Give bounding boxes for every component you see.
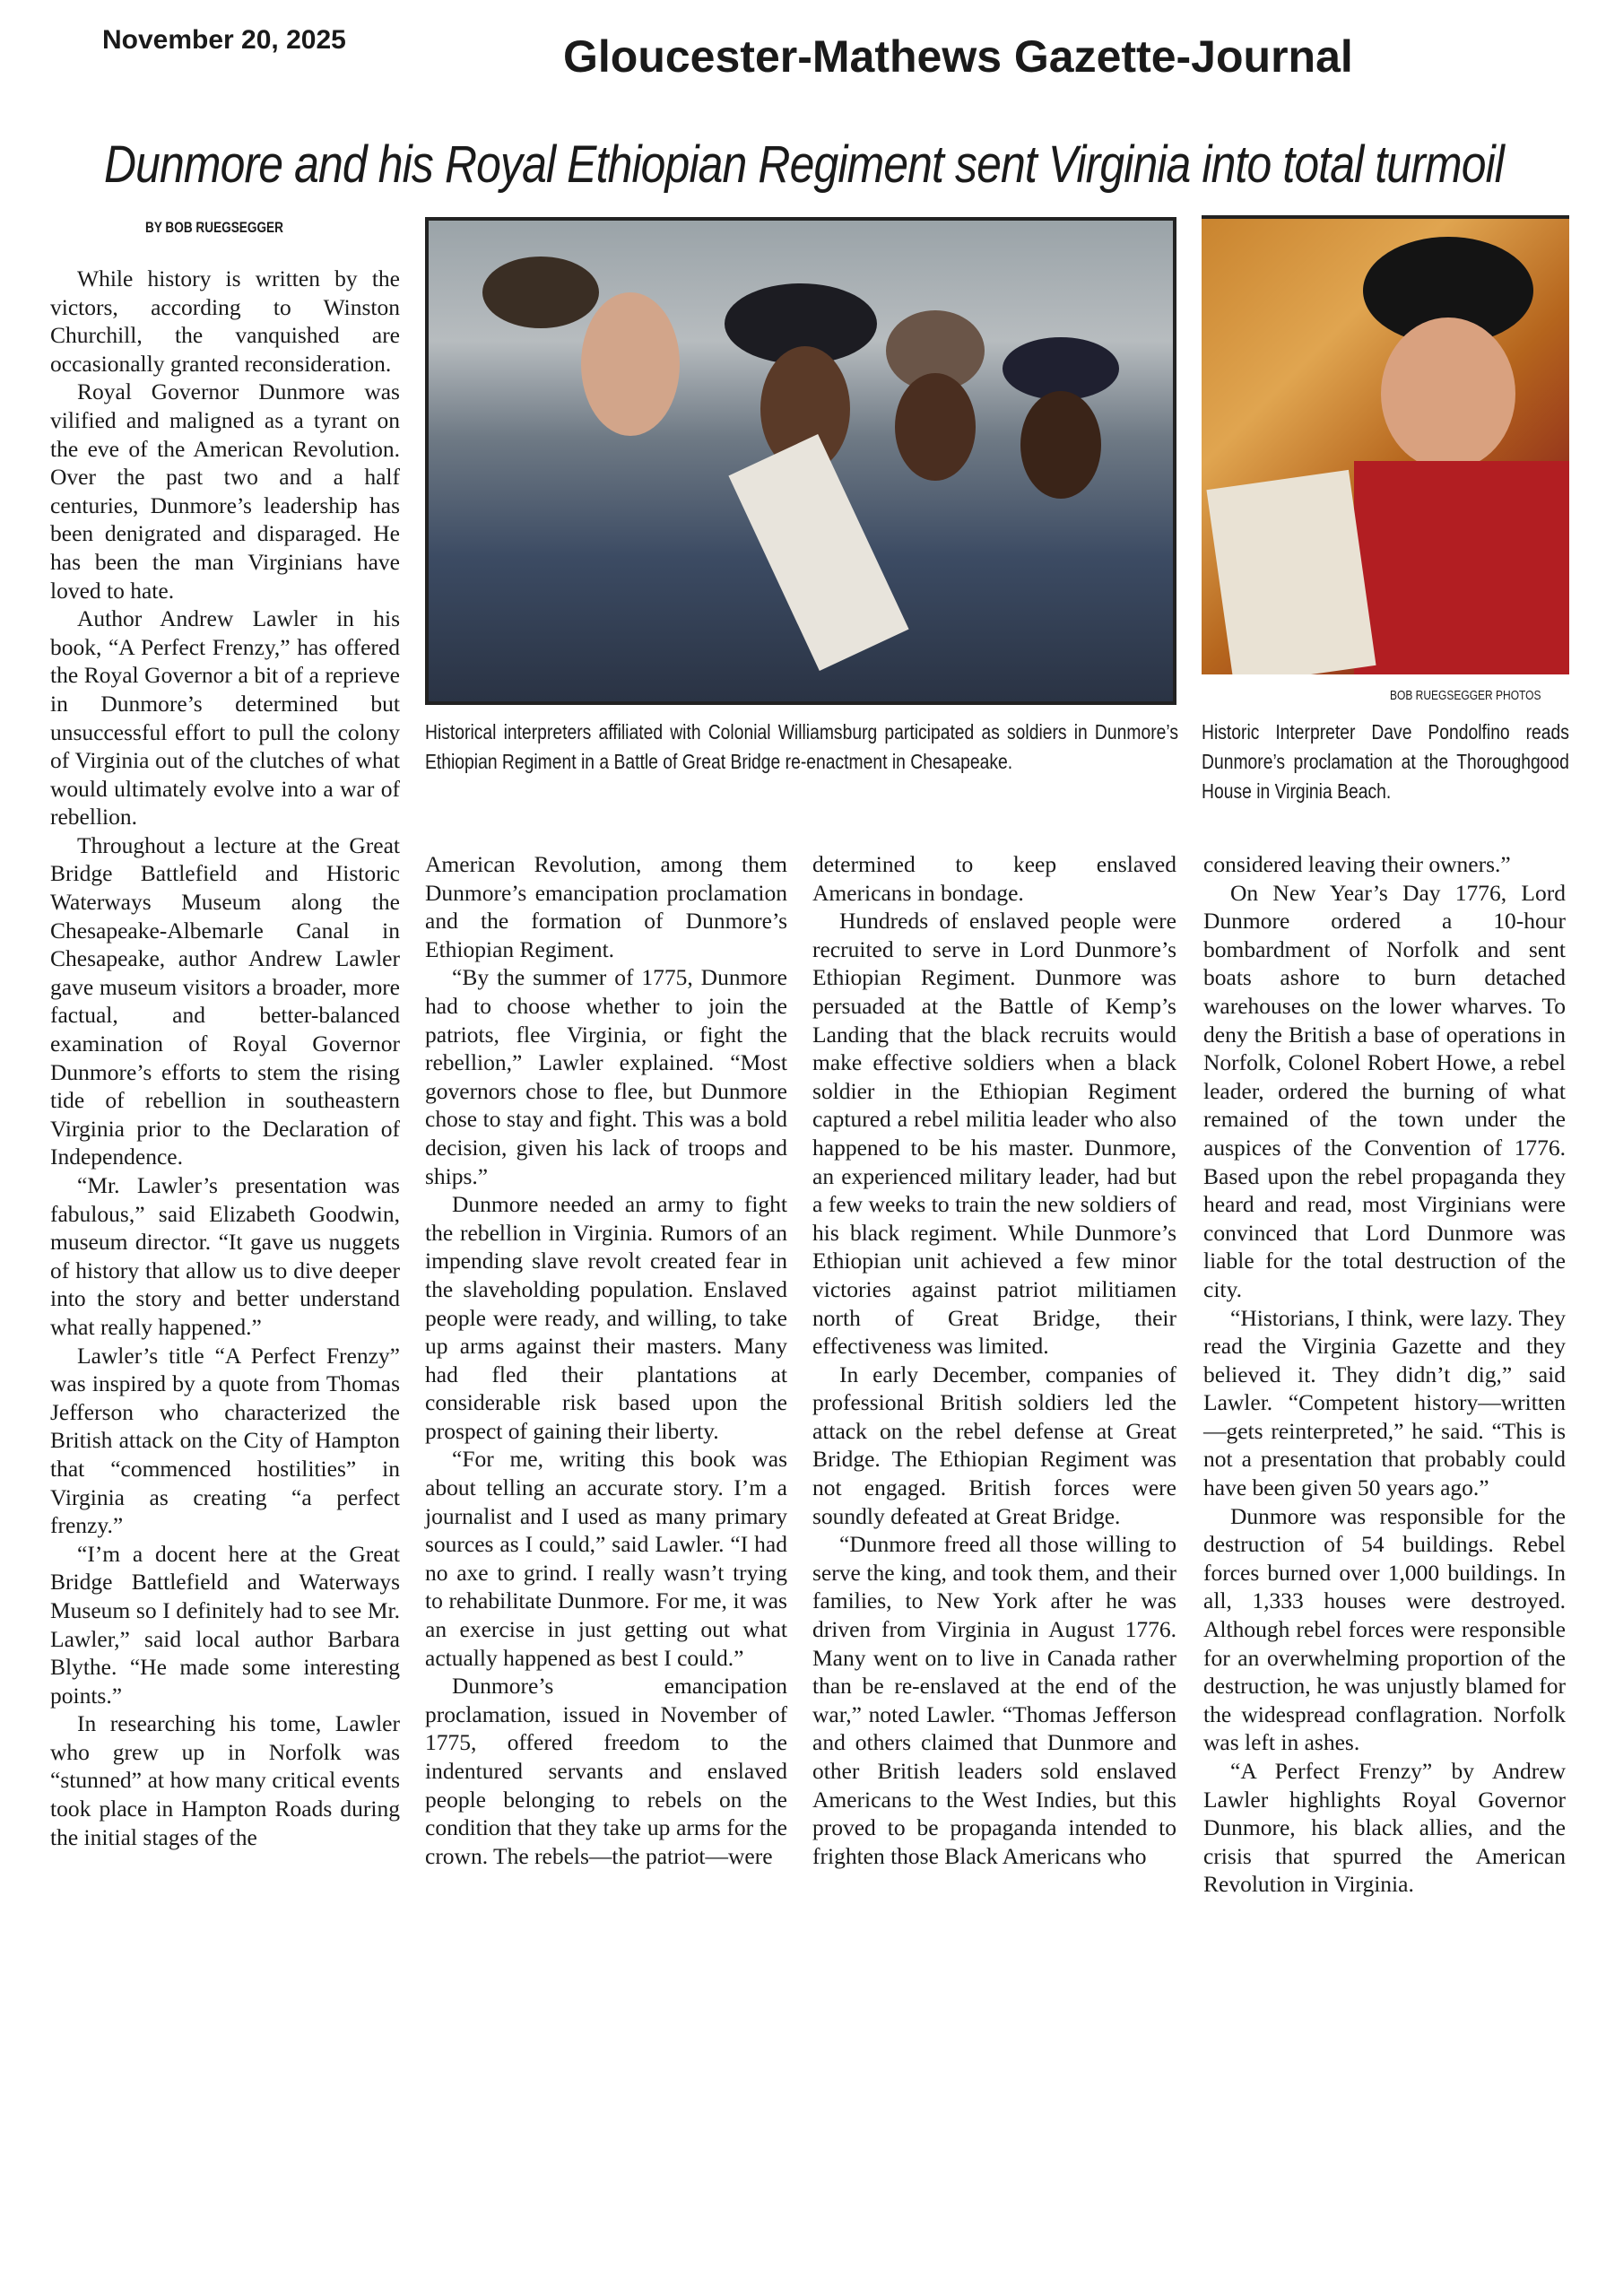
article-paragraph: Royal Governor Dunmore was vilified and maligned as a tyrant on the eve of the American Revolution. Over the past two and a half centuries, Dunmore’s leadership has been denigrated and disparaged. He has been the man Virginians have loved to hate. bbox=[50, 378, 400, 604]
figure-shape bbox=[581, 292, 680, 436]
article-paragraph: “For me, writing this book was about telling an accurate story. I’m a journalist and I used as many primary sources as I could,” said Lawler. “I had no axe to grind. I really wasn’t trying to rehabilitate Dunmore. For me, it was an exercise in just getting out what actually happened as best I could.” bbox=[425, 1446, 787, 1671]
article-paragraph: While history is written by the victors, according to Winston Churchill, the vanquished are occasionally granted reconsideration. bbox=[50, 265, 400, 377]
article-paragraph: “A Perfect Frenzy” by Andrew Lawler highlights Royal Governor Dunmore, his black allies, and the crisis that spurred the American Revolution in Virginia. bbox=[1203, 1758, 1566, 1898]
article-paragraph: American Revolution, among them Dunmore’s emancipation proclamation and the formation of Dunmore’s Ethiopian Regiment. bbox=[425, 851, 787, 962]
article-paragraph: “I’m a docent here at the Great Bridge Battlefield and Waterways Museum so I definitely had to see Mr. Lawler,” said local author Barbara Blythe. “He made some interesting points.” bbox=[50, 1540, 400, 1709]
article-headline: Dunmore and his Royal Ethiopian Regiment sent Virginia into total turmoil bbox=[104, 135, 1505, 194]
article-paragraph: “Dunmore freed all those willing to serve the king, and took them, and their families, to New York after he was driven from Virginia in August 1776. Many went on to live in Canada rather than be re-enslaved at the end of the war,” noted Lawler. “Thomas Jefferson and others claimed that Dunmore and other British leaders sold enslaved Americans to the West Indies, but this proved to be propaganda intended to frighten those Black Americans who bbox=[812, 1531, 1176, 1869]
publication-masthead: Gloucester-Mathews Gazette-Journal bbox=[563, 31, 1353, 82]
figure-shape bbox=[1020, 391, 1101, 499]
article-paragraph: “Mr. Lawler’s presentation was fabulous,” said Elizabeth Goodwin, museum director. “It gave us nuggets of history that allow us to dive deeper into the story and better understand what really happened.” bbox=[50, 1172, 400, 1340]
article-paragraph: Dunmore’s emancipation proclamation, issued in November of 1775, offered freedom to the indentured servants and enslaved people belonging to rebels on the condition that they take up arms for the crown. The rebels—the patriot—were bbox=[425, 1673, 787, 1869]
photo-caption: Historic Interpreter Dave Pondolfino reads Dunmore’s proclamation at the Thoroughgood House in Virginia Beach. bbox=[1202, 720, 1569, 803]
proclamation-paper-shape bbox=[1206, 470, 1376, 674]
article-paragraph: Dunmore needed an army to fight the rebellion in Virginia. Rumors of an impending slave revolt created fear in the slaveholding population. Enslaved people were ready, and willing, to take up arms against their masters. Many had fled their plantations at considerable risk based upon the prospect of gaining their liberty. bbox=[425, 1191, 787, 1444]
sash-shape bbox=[728, 434, 908, 671]
article-paragraph: Hundreds of enslaved people were recruited to serve in Lord Dunmore’s Ethiopian Regiment. Dunmore was persuaded at the Battle of Kemp’s Landing that the black recruits would make effective soldiers when a black soldier in the Ethiopian Regiment captured a rebel militia leader who also happened to be his master. Dunmore, an experienced military leader, had but a few weeks to train the new soldiers of his black regiment. While Dunmore’s Ethiopian unit achieved a few minor victories against patriot militiamen north of Great Bridge, their effectiveness was limited. bbox=[812, 908, 1176, 1360]
photo-caption: Historical interpreters affiliated with Colonial Williamsburg participated as soldiers in Dunmore’s Ethiopian Regiment in a Battle of Great Bridge re-enactment in Chesapeake. bbox=[425, 720, 1178, 773]
article-paragraph: On New Year’s Day 1776, Lord Dunmore ordered a 10-hour bombardment of Norfolk and sent boats ashore to burn detached warehouses on the lower wharves. To deny the British a base of operations in Norfolk, Colonel Robert Howe, a rebel leader, ordered the burning of what remained of the town under the auspices of the Convention of 1776. Based upon the rebel propaganda they heard and read, most Virginians were convinced that Lord Dunmore was liable for the total destruction of the city. bbox=[1203, 879, 1566, 1302]
article-paragraph: Throughout a lecture at the Great Bridge Battlefield and Historic Waterways Museum along the Chesapeake-Albemarle Canal in Chesapeake, author Andrew Lawler gave museum visitors a broader, more factual, and better-balanced examination of Royal Governor Dunmore’s efforts to stem the rising tide of rebellion in southeastern Virginia prior to the Declaration of Independence. bbox=[50, 831, 400, 1170]
figure-shape bbox=[482, 257, 599, 328]
article-paragraph: determined to keep enslaved Americans in bondage. bbox=[812, 851, 1176, 906]
article-column-2 bbox=[425, 850, 787, 1870]
article-column-1 bbox=[50, 265, 400, 1851]
reenactors-photo bbox=[425, 217, 1176, 705]
article-paragraph: “Historians, I think, were lazy. They read the Virginia Gazette and they believed it. They didn’t dig,” said Lawler. “Competent history—written—gets reinterpreted,” he said. “This is not a presentation that probably could have been given 50 years ago.” bbox=[1203, 1304, 1566, 1501]
figure-shape bbox=[1381, 317, 1515, 470]
figure-shape bbox=[895, 373, 976, 481]
interpreter-photo bbox=[1202, 215, 1569, 674]
article-paragraph: considered leaving their owners.” bbox=[1203, 851, 1511, 877]
red-coat-shape bbox=[1354, 461, 1569, 674]
issue-date: November 20, 2025 bbox=[102, 25, 346, 55]
article-paragraph: In researching his tome, Lawler who grew up in Norfolk was “stunned” at how many critical events took place in Hampton Roads during the initial stages of the bbox=[50, 1710, 400, 1850]
byline: BY BOB RUEGSEGGER bbox=[145, 219, 283, 236]
article-paragraph: In early December, companies of professional British soldiers led the attack on the rebel defense at Great Bridge. The Ethiopian Regiment was not engaged. British forces were soundly defeated at Great Bridge. bbox=[812, 1361, 1176, 1529]
article-paragraph: Lawler’s title “A Perfect Frenzy” was inspired by a quote from Thomas Jefferson who characterized the British attack on the City of Hampton that “commenced hostilities” in Virginia as creating “a perfect frenzy.” bbox=[50, 1342, 400, 1539]
article-paragraph: “By the summer of 1775, Dunmore had to choose whether to join the patriots, flee Virginia, or fight the rebellion,” Lawler explained. “Most governors chose to flee, but Dunmore chose to stay and fight. This was a bold decision, given his lack of troops and ships.” bbox=[425, 964, 787, 1189]
article-column-3 bbox=[812, 850, 1176, 1870]
article-column-4 bbox=[1203, 850, 1566, 1899]
article-paragraph: Dunmore was responsible for the destruction of 54 buildings. Rebel forces burned over 1,000 buildings. In all, 1,333 houses were destroyed. Although rebel forces were responsible for an overwhelming proportion of the destruction, he was unjustly blamed for the widespread conflagration. Norfolk was left in ashes. bbox=[1203, 1502, 1566, 1756]
article-paragraph: Author Andrew Lawler in his book, “A Perfect Frenzy,” has offered the Royal Governor a bit of a reprieve in Dunmore’s determined but unsuccessful effort to pull the colony of Virginia out of the clutches of what would ultimately evolve into a war of rebellion. bbox=[50, 605, 400, 831]
photo-credit: BOB RUEGSEGGER PHOTOS bbox=[1390, 688, 1541, 703]
